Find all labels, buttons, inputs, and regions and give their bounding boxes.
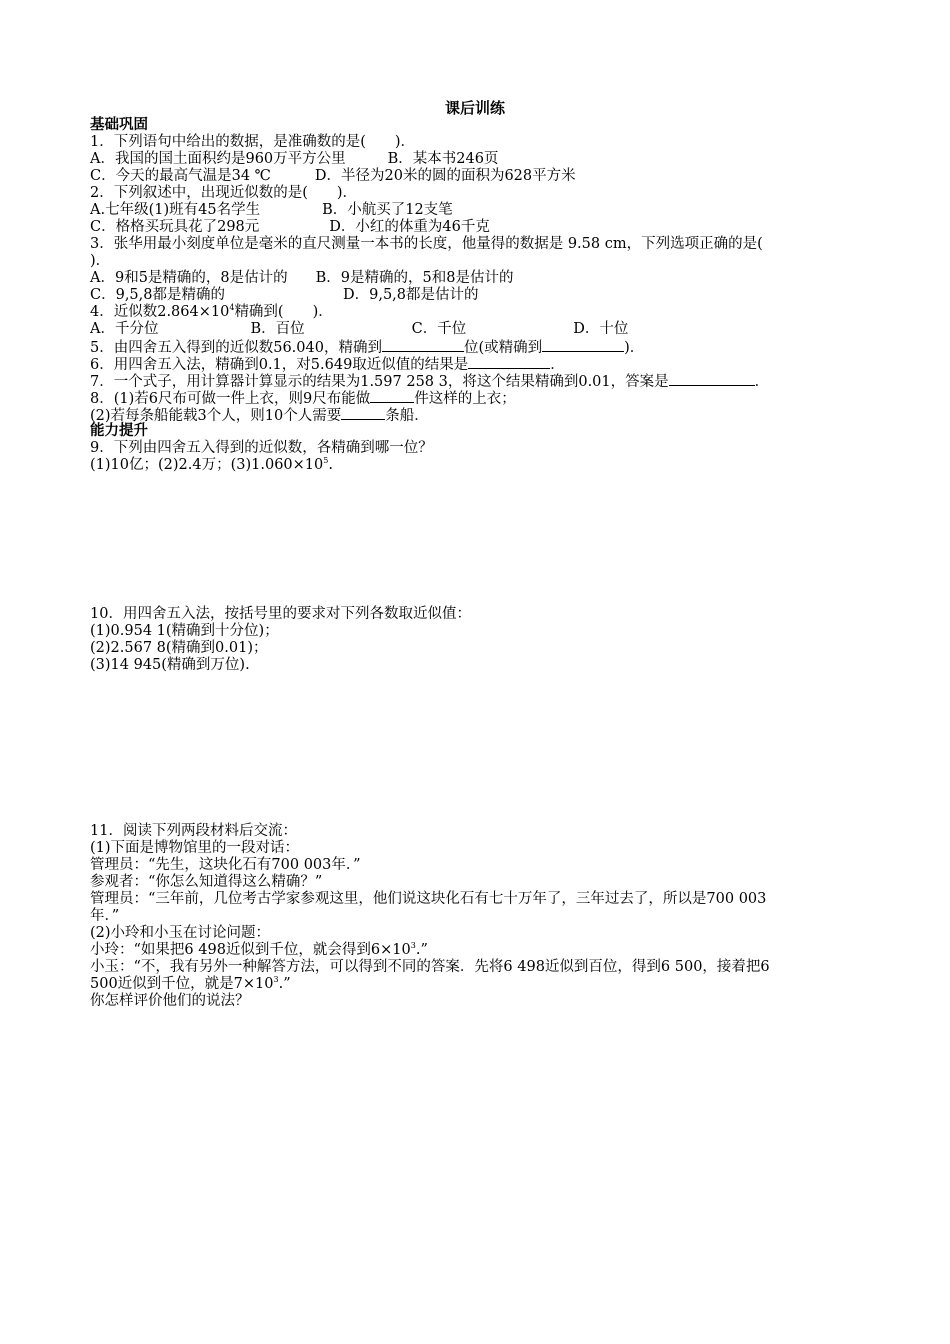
q11-dialog-line-1: 管理员：“先生，这块化石有700 003年．”	[90, 857, 361, 873]
q4-stem	[90, 304, 333, 321]
q9-stem: 9．下列由四舍五入得到的近似数，各精确到哪一位？	[90, 440, 433, 456]
q4-exponent: 4	[229, 303, 235, 313]
q7-text-tail: ．	[754, 374, 770, 390]
q4-option-d: D．十位	[573, 321, 629, 337]
q6-blank[interactable]	[468, 355, 550, 369]
q11-part1-intro: (1)下面是博物馆里的一段对话：	[90, 840, 300, 856]
q1-option-a: A．我国的国土面积约是960万平方公里	[90, 151, 346, 167]
q9-exponent: 5	[323, 456, 329, 466]
q1-options-ab	[90, 151, 499, 168]
q8-line-1	[90, 389, 516, 406]
q8-blank-2[interactable]	[341, 406, 385, 420]
q11-dialog-line-4	[90, 942, 428, 959]
q11-line4-exponent: 3	[410, 941, 416, 951]
q7-text: 7．一个式子，用计算器计算显示的结果为1.597 258 3，将这个结果精确到0.01，答案是	[90, 374, 669, 390]
q9-items-text: (1)10亿；(2)2.4万；(3)1.060×10	[90, 457, 324, 473]
q2-option-a: A.七年级(1)班有45名学生	[90, 202, 261, 218]
q11-line5b-tail: .”	[278, 976, 291, 992]
q1-option-c: C．今天的最高气温是34 ℃	[90, 168, 271, 184]
q2-stem: 2．下列叙述中，出现近似数的是( )．	[90, 185, 358, 201]
q2-options-ab	[90, 202, 453, 219]
section-heading-basic: 基础巩固	[90, 117, 148, 133]
q10-item-3: (3)14 945(精确到万位).	[90, 657, 250, 673]
q11-stem: 11．阅读下列两段材料后交流：	[90, 823, 297, 839]
q5-text: 5．由四舍五入得到的近似数56.040，精确到	[90, 340, 382, 356]
q10-item-1: (1)0.954 1(精确到十分位)；	[90, 623, 279, 639]
q3-stem-line2: )．	[90, 253, 111, 269]
q5-text-tail: )．	[624, 340, 645, 356]
q9-items	[90, 457, 333, 474]
q5-blank-1[interactable]	[382, 338, 464, 352]
q8-part2-tail: 条船．	[385, 408, 429, 424]
q3-options-cd	[90, 287, 479, 304]
q6-text: 6．用四舍五入法，精确到0.1，对5.649取近似值的结果是	[90, 357, 469, 373]
page-title: 课后训练	[444, 99, 505, 117]
q1-options-cd	[90, 168, 576, 185]
q11-dialog-line-5a: 小玉：“不，我有另外一种解答方法，可以得到不同的答案．先将6 498近似到百位，得到6 500，接着把6	[90, 959, 770, 975]
q4-option-a: A．千分位	[90, 321, 159, 337]
q3-option-a: A．9和5是精确的，8是估计的	[90, 270, 288, 286]
q11-dialog-line-3a: 管理员：“三年前，几位考古学家参观这里，他们说这块化石有七十万年了，三年过去了，所以是700 003	[90, 891, 767, 907]
q4-stem-text: 4．近似数2.864×10	[90, 304, 230, 320]
q1-option-d: D．半径为20米的圆的面积为628平方米	[314, 168, 576, 184]
q2-option-c: C．格格买玩具花了298元	[90, 219, 260, 235]
q2-option-b: B．小航买了12支笔	[322, 202, 453, 218]
q11-line4-tail: .”	[415, 942, 428, 958]
q6-text-tail: ．	[550, 357, 565, 373]
q9-items-tail: .	[328, 457, 333, 473]
q11-part2-intro: (2)小玲和小玉在讨论问题：	[90, 925, 271, 941]
q7-line	[90, 372, 769, 389]
q3-option-b: B．9是精确的，5和8是估计的	[315, 270, 514, 286]
q3-option-c: C．9,5,8都是精确的	[90, 287, 225, 303]
q6-line	[90, 355, 565, 372]
q5-blank-2[interactable]	[542, 338, 624, 352]
q10-stem: 10．用四舍五入法，按括号里的要求对下列各数取近似值：	[90, 606, 471, 622]
q8-blank-1[interactable]	[370, 389, 414, 403]
q2-options-cd	[90, 219, 490, 236]
q11-line4-text: 小玲：“如果把6 498近似到千位，就会得到6×10	[90, 942, 411, 958]
q5-text-mid: 位(或精确到	[463, 340, 543, 356]
q8-part1-text: 8．(1)若6尺布可做一件上衣，则9尺布能做	[90, 391, 371, 407]
q11-line5b-text: 500近似到千位，就是7×10	[90, 976, 274, 992]
q4-stem-tail: 精确到( )．	[234, 304, 333, 320]
q1-stem: 1．下列语句中给出的数据，是准确数的是( )．	[90, 134, 416, 150]
q4-option-b: B．百位	[250, 321, 305, 337]
section-heading-advanced: 能力提升	[90, 423, 148, 439]
q8-part2-text: (2)若每条船能载3个人，则10个人需要	[90, 408, 342, 424]
q10-item-2: (2)2.567 8(精确到0.01)；	[90, 640, 268, 656]
q11-dialog-line-3b: 年．”	[90, 908, 120, 924]
q11-dialog-line-2: 参观者：“你怎么知道得这么精确？”	[90, 874, 323, 890]
q11-question: 你怎样评价他们的说法？	[90, 993, 250, 1009]
q7-blank[interactable]	[669, 372, 755, 386]
q1-option-b: B．某本书246页	[387, 151, 499, 167]
q11-line5b-exponent: 3	[273, 975, 279, 985]
q8-line-2	[90, 406, 429, 423]
q4-option-c: C．千位	[411, 321, 467, 337]
q4-options	[90, 321, 628, 338]
q2-option-d: D．小红的体重为46千克	[329, 219, 490, 235]
q3-option-d: D．9,5,8都是估计的	[343, 287, 479, 303]
q3-options-ab	[90, 270, 514, 287]
q11-dialog-line-5b	[90, 976, 291, 993]
q3-stem-line1: 3．张华用最小刻度单位是毫米的直尺测量一本书的长度，他量得的数据是 9.58 cm，下列选项正确的是(	[90, 236, 763, 252]
q5-line	[90, 338, 644, 355]
q8-part1-tail: 件这样的上衣；	[414, 391, 516, 407]
